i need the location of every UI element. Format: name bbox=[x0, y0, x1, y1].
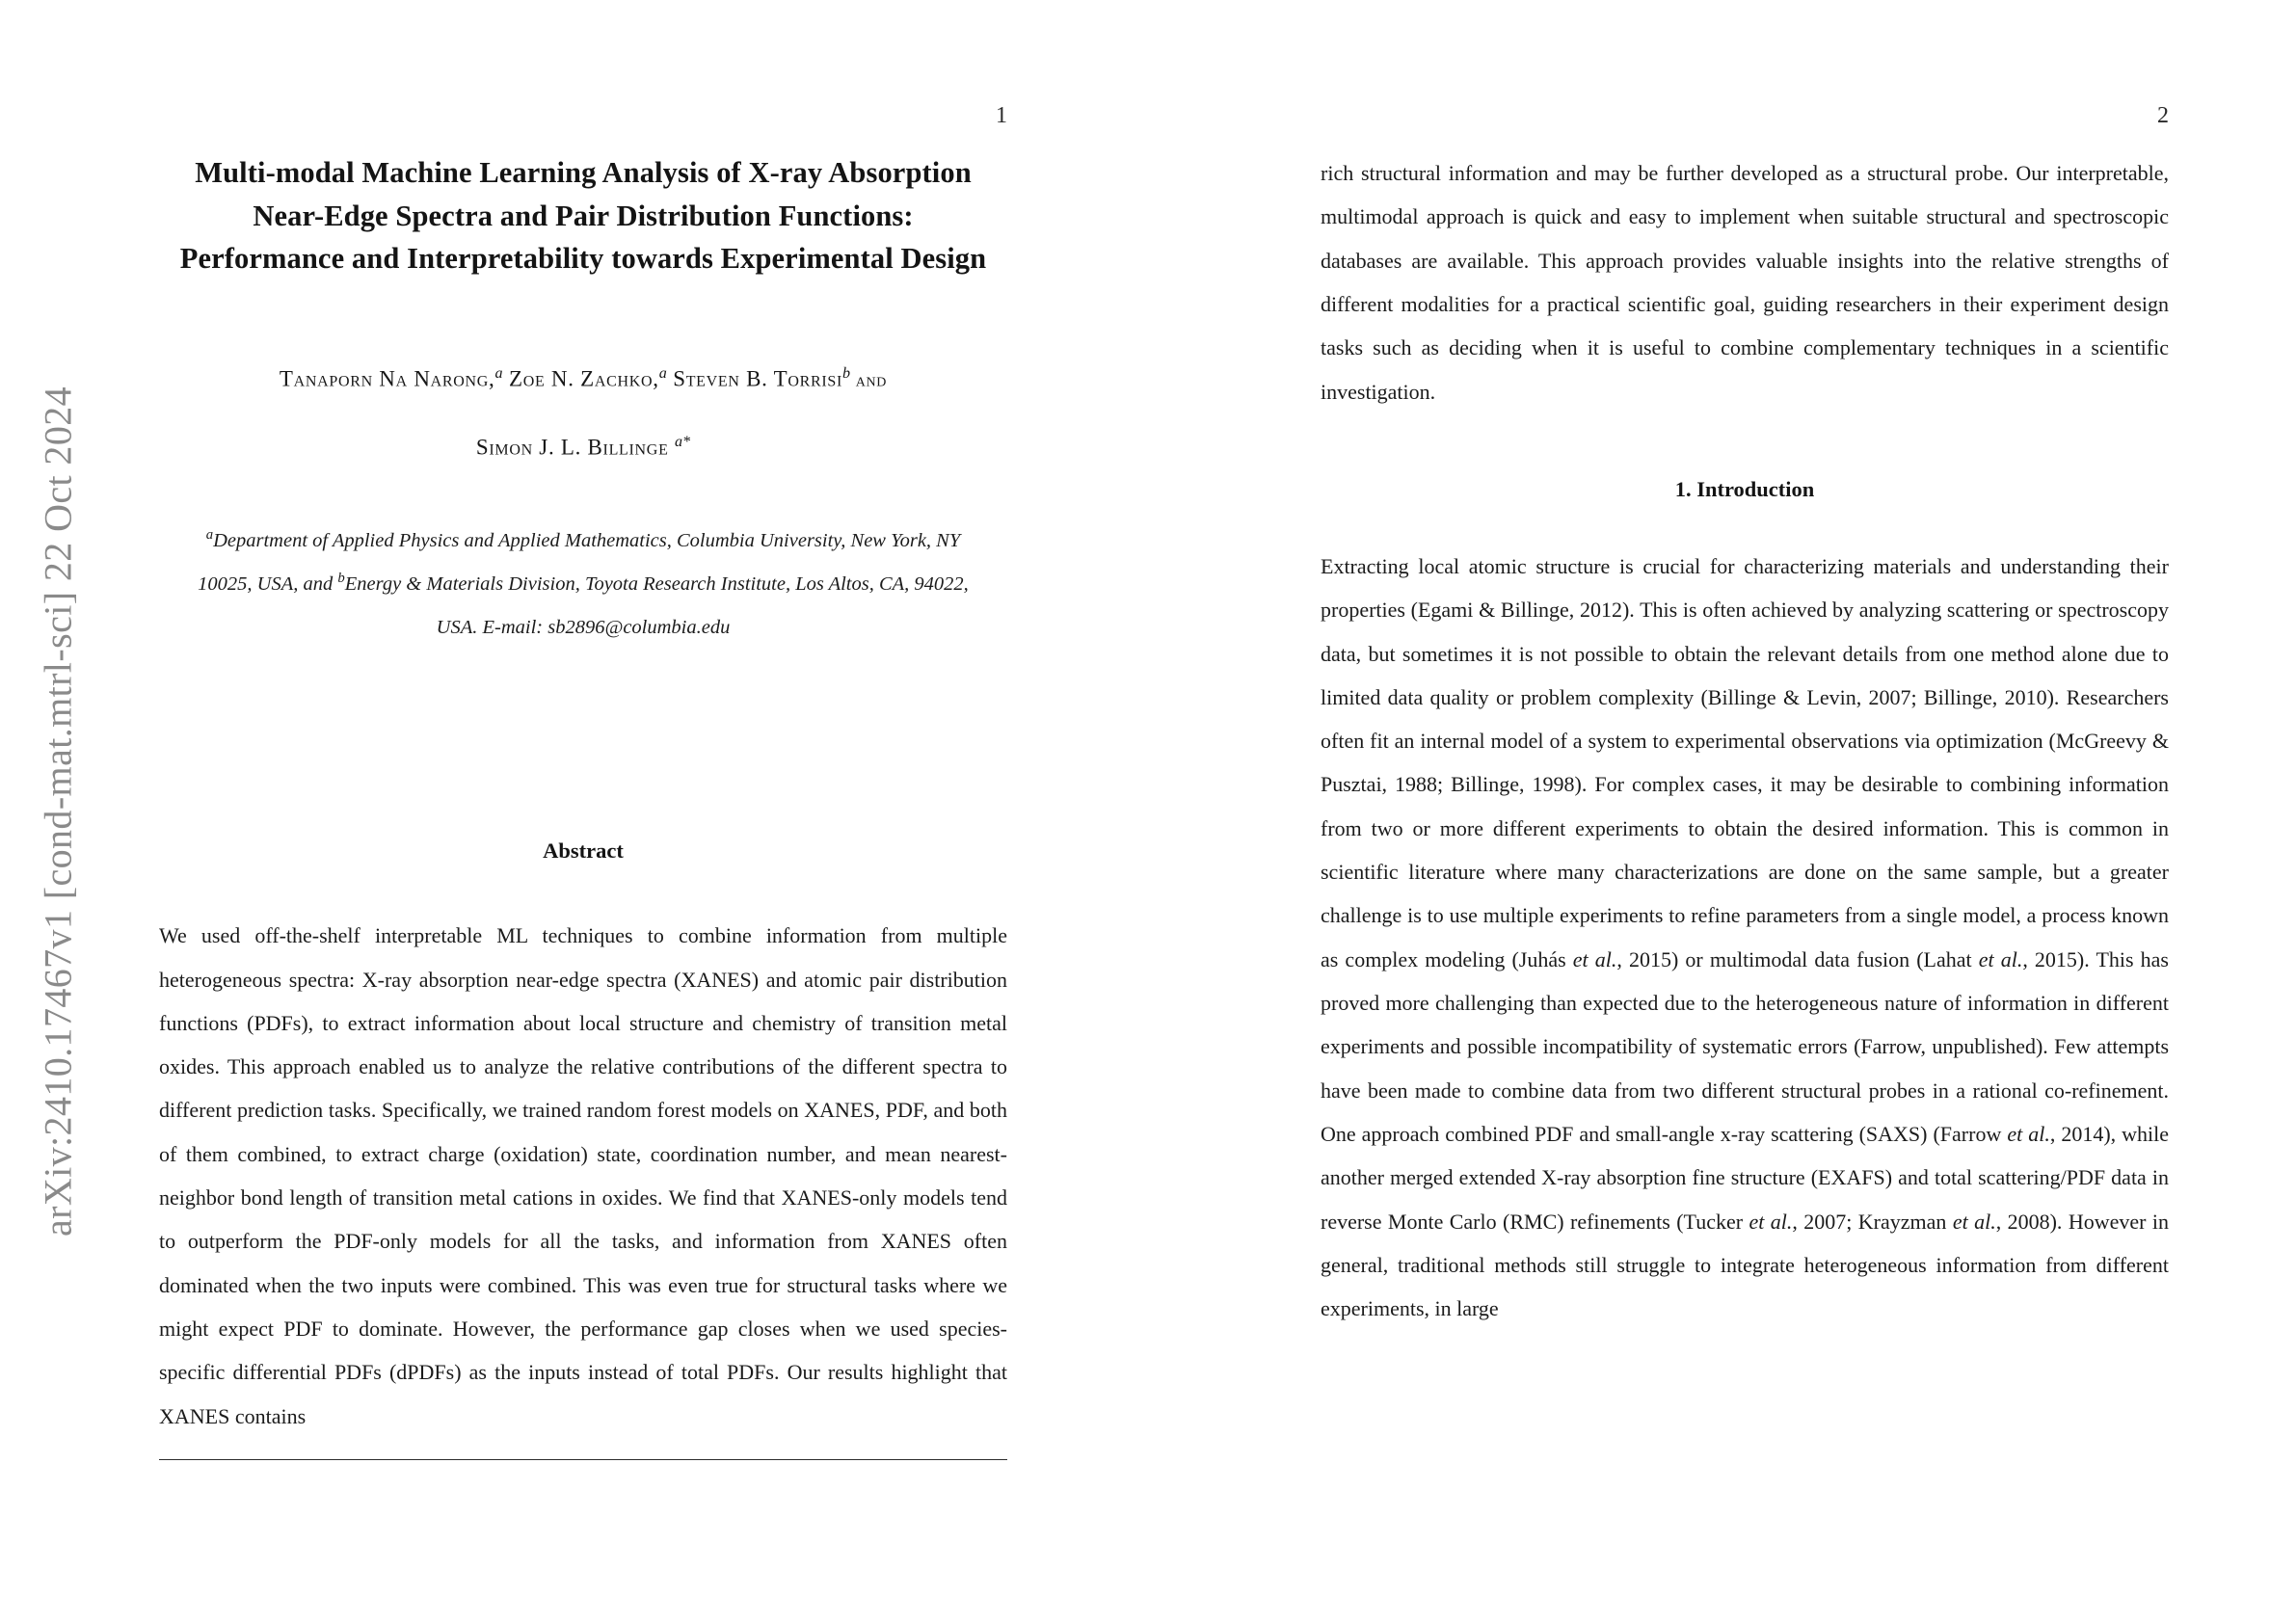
abstract-divider-rule bbox=[159, 1459, 1007, 1460]
page-right-content bbox=[1321, 101, 2169, 1331]
intro-text-segment-3: , 2015). This has proved more challenging than expected due to the heterogeneous nature of information in different experiments and possible incompatibility of systematic errors (Farrow, unpublished). Few attempts have been made to combine data from two different structural probes in a rational co-refinement. One approach combined PDF and small-angle x-ray scattering (SAXS) (Farrow bbox=[1321, 946, 2169, 1146]
affiliation-block bbox=[188, 519, 978, 650]
author-line-1 bbox=[188, 365, 978, 391]
author-affil-marker-a1: a bbox=[494, 364, 503, 382]
arxiv-stamp-text: arXiv:2410.17467v1 [cond-mat.mtrl-sci] 22 Oct 2024 bbox=[36, 386, 80, 1237]
affiliation-text-toyota: Energy & Materials Division, Toyota Research Institute, Los Altos, CA, 94022, USA. E-mail: sb2896@columbia.edu bbox=[344, 573, 969, 639]
intro-italic-et-al-4: et al. bbox=[1749, 1209, 1793, 1234]
intro-text-segment-1: Extracting local atomic structure is crucial for characterizing materials and understanding their properties (Egami & Billinge, 2012). This is often achieved by analyzing scattering or spectroscopy data, but sometimes it is not possible to obtain the relevant details from one method alone due to limited data quality or problem complexity (Billinge & Levin, 2007; Billinge, 2010). Researchers often fit an internal model of a system to experimental observations via optimization (McGreevy & Pusztai, 1988; Billinge, 1998). For complex cases, it may be desirable to combining information from two or more different experiments to obtain the desired information. This is common in scientific literature where many characterizations are done on the same sample, but a greater challenge is to use multiple experiments to refine parameters from a single model, a process known as complex modeling (Juhás bbox=[1321, 553, 2169, 971]
author-affil-marker-b1: b bbox=[842, 364, 851, 382]
intro-text-segment-6: , 2008). However in general, traditional methods still struggle to integrate heterogeneous information from different experiments, in large bbox=[1321, 1209, 2169, 1321]
page-right bbox=[1148, 0, 2296, 1623]
page-number-right: 2 bbox=[2157, 103, 2169, 128]
author-conjunction: and bbox=[850, 369, 888, 391]
author-line-2 bbox=[159, 434, 1007, 460]
abstract-body: We used off-the-shelf interpretable ML techniques to combine information from multiple heterogeneous spectra: X-ray absorption near-edge spectra (XANES) and atomic pair distribution functions (PDFs), to extract information about local structure and chemistry of transition metal oxides. This approach enabled us to analyze the relative contributions of the different spectra to different prediction tasks. Specifically, we trained random forest models on XANES, PDF, and both of them combined, to extract charge (oxidation) state, coordination number, and mean nearest-neighbor bond length of transition metal cations in oxides. We find that XANES-only models tend to outperform the PDF-only models for all the tasks, and information from XANES often dominated when the two inputs were combined. This was even true for structural tasks where we might expect PDF to dominate. However, the performance gap closes when we used species-specific differential PDFs (dPDFs) as the inputs instead of total PDFs. Our results highlight that XANES contains bbox=[159, 923, 1007, 1428]
author-affil-marker-a2: a bbox=[658, 364, 667, 382]
author-tanaporn-na-narong: Tanaporn Na Narong, bbox=[279, 366, 495, 391]
intro-text-segment-5: , 2007; Krayzman bbox=[1792, 1209, 1953, 1234]
abstract-continuation-paragraph: rich structural information and may be further developed as a structural probe. Our interpretable, multimodal approach is quick and easy to implement when suitable structural and spectroscopic databases are available. This approach provides valuable insights into the relative strengths of different modalities for a practical scientific goal, guiding researchers in their experiment design tasks such as deciding when it is useful to combine complementary techniques in a scientific investigation. bbox=[1321, 161, 2169, 404]
intro-italic-et-al-1: et al. bbox=[1572, 946, 1617, 971]
affiliation-text-columbia: Department of Applied Physics and Applied Mathematics, Columbia University, New York, NY 10025, USA, and bbox=[198, 529, 961, 595]
intro-text-segment-4: , 2014), while another merged extended X-ray absorption fine structure (EXAFS) and total scattering/PDF data in reverse Monte Carlo (RMC) refinements (Tucker bbox=[1321, 1121, 2170, 1234]
section-heading-introduction: 1. Introduction bbox=[1674, 476, 1815, 501]
page-number-left: 1 bbox=[996, 103, 1007, 128]
affiliation-marker-b: b bbox=[337, 571, 345, 587]
author-zoe-n-zachko: Zoe N. Zachko, bbox=[502, 366, 659, 391]
author-simon-j-l-billinge: Simon J. L. Billinge bbox=[475, 435, 675, 460]
intro-italic-et-al-2: et al. bbox=[1978, 946, 2023, 971]
page-left-content bbox=[159, 101, 1007, 1468]
introduction-paragraph bbox=[1321, 545, 2169, 1331]
intro-italic-et-al-3: et al. bbox=[2007, 1121, 2050, 1146]
affiliation-marker-a: a bbox=[205, 527, 214, 544]
abstract-heading: Abstract bbox=[543, 838, 624, 864]
author-steven-b-torrisi: Steven B. Torrisi bbox=[666, 366, 842, 391]
author-affil-marker-a-corresponding: a* bbox=[675, 433, 691, 450]
intro-italic-et-al-5: et al. bbox=[1952, 1209, 1996, 1234]
page-title: Multi-modal Machine Learning Analysis of X-ray Absorption Near-Edge Spectra and Pair Distribution Functions: Performance and Interpretability towards Experimental Design bbox=[179, 156, 987, 276]
author-block bbox=[159, 365, 1007, 460]
intro-text-segment-2: , 2015) or multimodal data fusion (Lahat bbox=[1616, 946, 1979, 971]
